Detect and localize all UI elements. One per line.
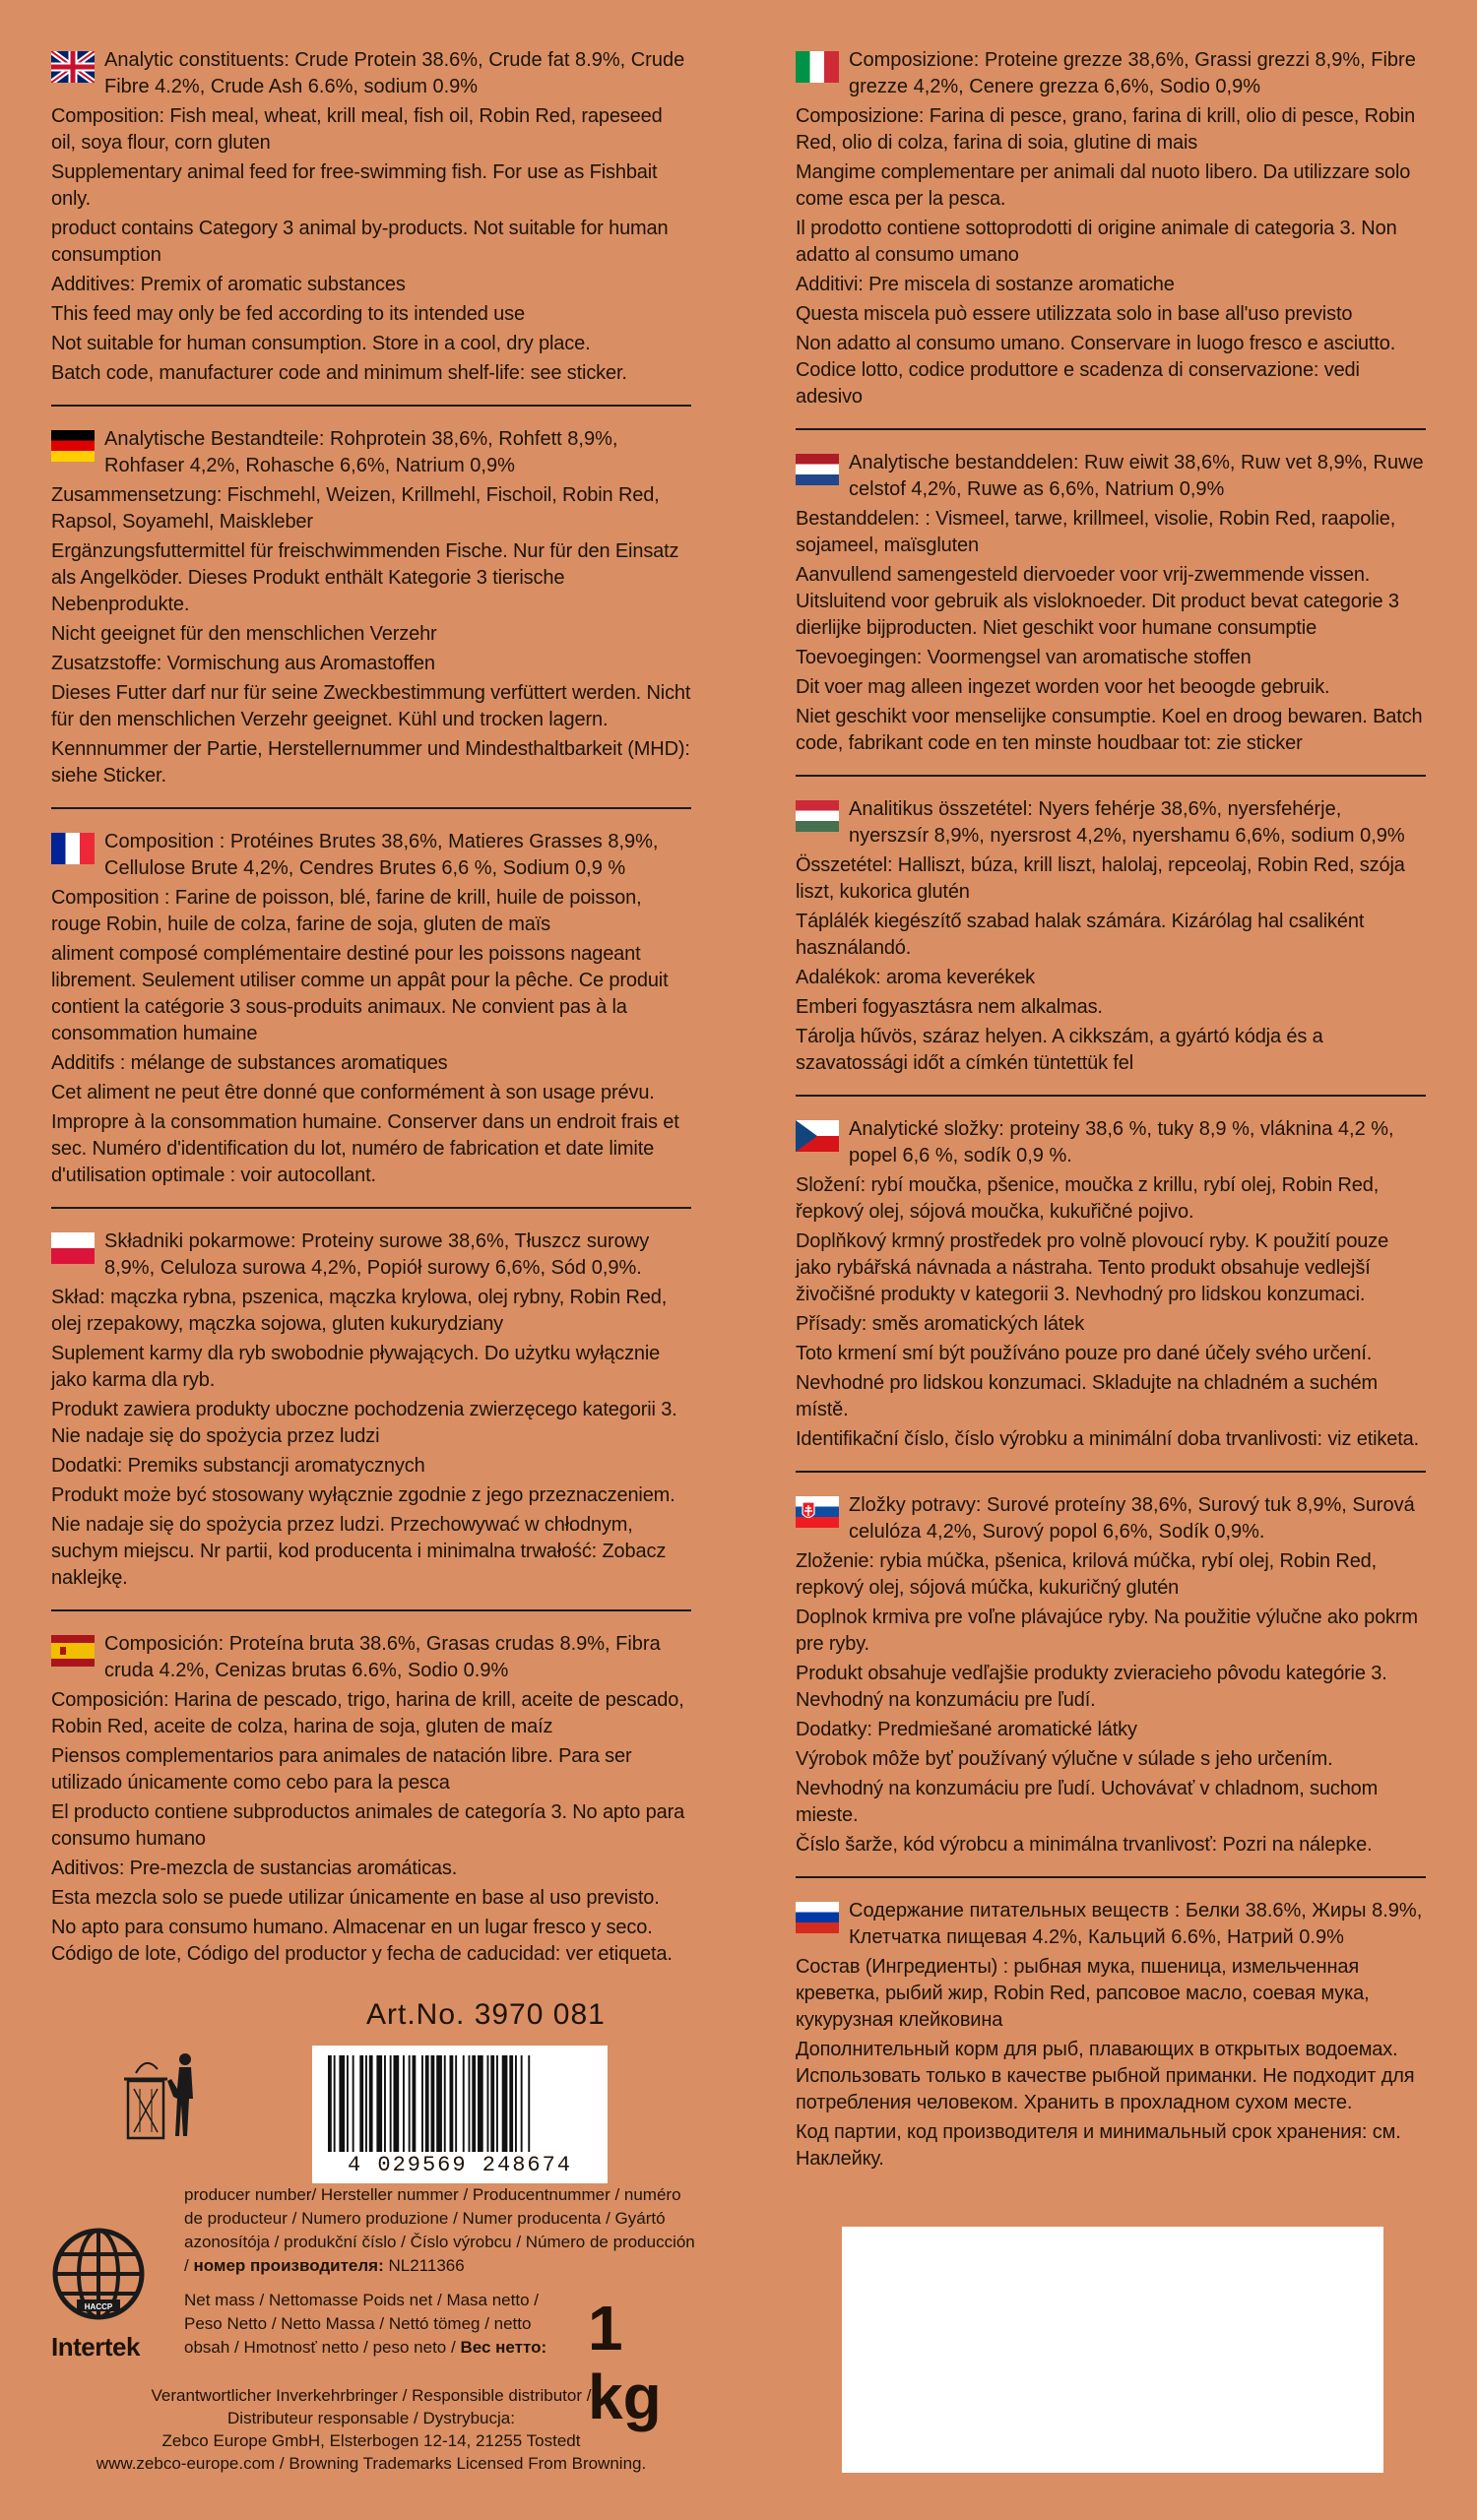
section-paragraph: Код партии, код производителя и минимальный срок хранения: см. Наклейку. [796,2121,1401,2170]
distributor-line: Distributeur responsable / Dystrybucja: [227,2409,515,2427]
section-paragraph: Složení: rybí moučka, pšenice, moučka z krillu, rybí olej, Robin Red, řepkový olej, sójová moučka, kukuřičné pojivo. [796,1174,1380,1223]
producer-number-label: producer number/ Hersteller nummer / Producentnummer / numéro de producteur / Numero produzione / Numer producenta / Gyártó azonosítója / produkční číslo / Číslo výrobcu / Número de producción / [184,2185,695,2275]
section-paragraph: Ergänzungsfuttermittel für freischwimmenden Fische. Nur für den Einsatz als Angelköder. Dieses Produkt enthält Kategorie 3 tierische Nebenprodukte. [51,540,679,615]
section-paragraph: No apto para consumo humano. Almacenar en un lugar fresco y seco. Código de lote, Código del productor y fecha de caducidad: ver etiqueta. [51,1917,673,1965]
section-paragraph: Suplement karmy dla ryb swobodnie pływających. Do użytku wyłącznie jako karma dla ryb. [51,1343,661,1391]
analytic-constituents: Analytic constituents: Crude Protein 38.6%, Crude fat 8.9%, Crude Fibre 4.2%, Crude Ash 6.6%, sodium 0.9% [104,49,685,97]
section-paragraph: Doplnok krmiva pre voľne plávajúce ryby. Na použitie výlučne ako pokrm pre ryby. [796,1606,1418,1655]
section-paragraph: Not suitable for human consumption. Store in a cool, dry place. [51,333,591,354]
net-weight: 1 kg [588,2293,662,2432]
flag-es-icon [51,1635,95,1667]
section-divider [796,428,1426,430]
section-paragraph: Přísady: směs aromatických látek [796,1313,1085,1335]
section-paragraph: Composition : Farine de poisson, blé, farine de krill, huile de poisson, rouge Robin, huile de colza, farine de soja, gluten de maïs [51,887,642,935]
distributor-line: Zebco Europe GmbH, Elsterbogen 12-14, 21255 Tostedt [161,2431,581,2450]
section-divider [796,1095,1426,1097]
analytic-constituents: Analytische bestanddelen: Ruw eiwit 38,6%, Ruw vet 8,9%, Ruwe celstof 4,2%, Ruwe as 6,6%, Natrium 0,9% [849,452,1424,500]
producer-number-ru: номер производителя: [193,2256,384,2275]
flag-de-icon [51,430,95,462]
section-paragraph: Produkt zawiera produkty uboczne pochodzenia zwierzęcego kategorii 3. Nie nadaje się do spożycia przez ludzi [51,1399,677,1447]
analytic-constituents: Composition : Protéines Brutes 38,6%, Matieres Grasses 8,9%, Cellulose Brute 4,2%, Cendres Brutes 6,6 %, Sodium 0,9 % [104,831,659,879]
distributor-line: Verantwortlicher Inverkehrbringer / Responsible distributor / [151,2386,592,2405]
section-paragraph: Emberi fogyasztásra nem alkalmas. [796,996,1103,1018]
section-paragraph: Batch code, manufacturer code and minimum shelf-life: see sticker. [51,362,627,384]
analytic-constituents: Содержание питательных веществ : Белки 38.6%, Жиры 8.9%, Клетчатка пищевая 4.2%, Кальций 6.6%, Натрий 0.9% [849,1900,1423,1948]
section-paragraph: Nie nadaje się do spożycia przez ludzi. Przechowywać w chłodnym, suchym miejscu. Nr partii, kod producenta i minimalna trwałość: Zobacz naklejkę. [51,1514,667,1589]
analytic-constituents: Analytische Bestandteile: Rohprotein 38,6%, Rohfett 8,9%, Rohfaser 4,2%, Rohasche 6,6%, Natrium 0,9% [104,428,618,476]
flag-it-icon [796,51,839,83]
section-hu [796,796,1426,1077]
section-paragraph: Cet aliment ne peut être donné que conformément à son usage prévu. [51,1082,655,1103]
section-es [51,1631,691,1968]
section-paragraph: Skład: mączka rybna, pszenica, mączka krylowa, olej rybny, Robin Red, olej rzepakowy, mączka sojowa, gluten kukurydziany [51,1287,668,1335]
certifier-name: Intertek [51,2332,140,2362]
section-heading [796,796,1426,850]
flag-nl-icon [796,454,839,485]
trash-bin-icon [120,2046,209,2144]
barcode [312,2046,608,2183]
flag-ru-icon [796,1902,839,1933]
section-paragraph: Composition: Fish meal, wheat, krill meal, fish oil, Robin Red, rapeseed oil, soya flour, corn gluten [51,105,663,154]
barcode-number: 4 029569 248674 [347,2153,573,2177]
net-mass [184,2289,578,2360]
section-pl [51,1228,691,1592]
flag-pl-icon [51,1232,95,1264]
section-paragraph: Non adatto al consumo umano. Conservare in luogo fresco e asciutto. Codice lotto, codice produttore e scadenza di conservazione: vedi adesivo [796,333,1396,408]
section-paragraph: Dodatki: Premiks substancji aromatycznych [51,1455,425,1477]
section-paragraph: Questa miscela può essere utilizzata solo in base all'uso previsto [796,303,1353,325]
net-mass-label: Net mass / Nettomasse Poids net / Masa netto / Peso Netto / Netto Massa / Nettó tömeg / netto obsah / Hmotnosť netto / peso neto / [184,2291,539,2357]
analytic-constituents: Composizione: Proteine grezze 38,6%, Grassi grezzi 8,9%, Fibre grezze 4,2%, Cenere grezza 6,6%, Sodio 0,9% [849,49,1416,97]
flag-fr-icon [51,833,95,864]
section-heading [796,1116,1426,1169]
section-de [51,426,691,789]
section-paragraph: Produkt obsahuje vedľajšie produkty zvieracieho pôvodu kategórie 3. Nevhodný na konzumáciu pre ľudí. [796,1663,1387,1711]
analytic-constituents: Analytické složky: proteiny 38,6 %, tuky 8,9 %, vláknina 4,2 %, popel 6,6 %, sodík 0,9 %. [849,1118,1394,1166]
section-heading [796,47,1426,100]
distributor-info [51,2384,691,2475]
section-paragraph: Дополнительный корм для рыб, плавающих в открытых водоемах. Использовать только в качестве рыбной приманки. Не подходит для потребления человеком. Хранить в прохладном сухом месте. [796,2039,1415,2113]
section-paragraph: Dodatky: Predmiešané aromatické látky [796,1719,1137,1740]
barcode-bars [324,2055,596,2152]
section-heading [51,47,691,100]
haccp-text: HACCP [84,2302,113,2311]
section-paragraph: Niet geschikt voor menselijke consumptie. Koel en droog bewaren. Batch code, fabrikant code en ten minste houdbaar tot: zie sticker [796,706,1423,754]
flag-sk-icon [796,1496,839,1528]
section-divider [51,807,691,809]
section-paragraph: Toto krmení smí být používáno pouze pro dané účely svého určení. [796,1343,1373,1364]
analytic-constituents: Composición: Proteína bruta 38.6%, Grasas crudas 8.9%, Fibra cruda 4.2%, Cenizas brutas 6.6%, Sodio 0.9% [104,1633,661,1681]
section-paragraph: Táplálék kiegészítő szabad halak számára. Kizárólag hal csaliként használandó. [796,911,1365,959]
product-info-block [51,1998,695,2510]
section-paragraph: Dit voer mag alleen ingezet worden voor het beoogde gebruik. [796,676,1330,698]
section-sk [796,1492,1426,1858]
section-heading [796,1898,1426,1951]
section-heading [51,1228,691,1282]
distributor-line: www.zebco-europe.com / Browning Trademarks Licensed From Browning. [96,2454,647,2473]
section-paragraph: Aanvullend samengesteld diervoeder voor vrij-zwemmende vissen. Uitsluitend voor gebruik als visloknoeder. Dit product bevat categorie 3 dierlijke bijproducten. Niet geschikt voor humane consumptie [796,564,1399,639]
section-paragraph: Číslo šarže, kód výrobcu a minimálna trvanlivosť: Pozri na nálepke. [796,1834,1373,1856]
section-paragraph: Additivi: Pre miscela di sostanze aromatiche [796,274,1175,295]
section-paragraph: El producto contiene subproductos animales de categoría 3. No apto para consumo humano [51,1801,685,1850]
section-nl [796,450,1426,757]
section-paragraph: Supplementary animal feed for free-swimming fish. For use as Fishbait only. [51,161,658,210]
section-paragraph: This feed may only be fed according to its intended use [51,303,525,325]
section-divider [796,1471,1426,1473]
section-paragraph: Výrobok môže byť používaný výlučne v súlade s jeho určením. [796,1748,1333,1770]
flag-uk-icon [51,51,95,83]
section-en [51,47,691,387]
section-paragraph: Nevhodný na konzumáciu pre ľudí. Uchovávať v chladnom, suchom mieste. [796,1778,1379,1826]
section-paragraph: Aditivos: Pre-mezcla de sustancias aromáticas. [51,1858,458,1879]
analytic-constituents: Składniki pokarmowe: Proteiny surowe 38,6%, Tłuszcz surowy 8,9%, Celuloza surowa 4,2%, Popiół surowy 6,6%, Sód 0,9%. [104,1230,650,1279]
section-it [796,47,1426,410]
section-paragraph: Zusammensetzung: Fischmehl, Weizen, Krillmehl, Fischoil, Robin Red, Rapsol, Soyamehl, Maiskleber [51,484,660,533]
section-paragraph: Nicht geeignet für den menschlichen Verzehr [51,623,437,645]
section-paragraph: Состав (Ингредиенты) : рыбная мука, пшеница, измельченная креветка, рыбий жир, Robin Red, рапсовое масло, соевая мука, кукурузная клейковина [796,1956,1370,2031]
section-paragraph: Esta mezcla solo se puede utilizar únicamente en base al uso previsto. [51,1887,660,1909]
sticker-area [842,2227,1383,2473]
net-mass-ru: Вес нетто: [460,2338,547,2357]
section-paragraph: Composición: Harina de pescado, trigo, harina de krill, aceite de pescado, Robin Red, aceite de colza, harina de soja, gluten de maíz [51,1689,684,1737]
producer-number [184,2183,696,2278]
section-paragraph: Zloženie: rybia múčka, pšenica, krilová múčka, rybí olej, Robin Red, repkový olej, sójová múčka, kukuričný glutén [796,1550,1378,1599]
producer-number-value: NL211366 [383,2256,465,2275]
left-column [51,47,691,1968]
section-divider [796,775,1426,777]
section-paragraph: Nevhodné pro lidskou konzumaci. Skladujte na chladném a suchém místě. [796,1372,1379,1420]
section-paragraph: Adalékok: aroma keverékek [796,967,1036,988]
section-divider [51,1207,691,1209]
section-paragraph: Tárolja hűvös, száraz helyen. A cikkszám, a gyártó kódja és a szavatossági időt a címkén tüntettük fel [796,1026,1323,1074]
section-divider [796,1876,1426,1878]
section-divider [51,1609,691,1611]
section-paragraph: Composizione: Farina di pesce, grano, farina di krill, olio di pesce, Robin Red, olio di colza, farina di soia, glutine di mais [796,105,1416,154]
section-paragraph: aliment composé complémentaire destiné pour les poissons nageant librement. Seulement utiliser comme un appât pour la pêche. Ce produit contient la catégorie 3 sous-produits animaux. Ne convient pas à la consommation humaine [51,943,669,1044]
section-paragraph: Mangime complementare per animali dal nuoto libero. Da utilizzare solo come esca per la pesca. [796,161,1411,210]
section-heading [51,1631,691,1684]
right-column [796,47,1426,2173]
section-fr [51,829,691,1189]
article-number: Art.No. 3970 081 [366,1998,606,2031]
section-cz [796,1116,1426,1453]
haccp-logo [51,2227,160,2362]
analytic-constituents: Analitikus összetétel: Nyers fehérje 38,6%, nyersfehérje, nyerszsír 8,9%, nyersrost 4,2%, nyershamu 6,6%, sodium 0,9% [849,798,1405,847]
section-heading [51,426,691,479]
section-ru [796,1898,1426,2173]
flag-hu-icon [796,800,839,832]
section-paragraph: Additifs : mélange de substances aromatiques [51,1052,448,1074]
flag-cz-icon [796,1120,839,1152]
section-heading [51,829,691,882]
section-paragraph: product contains Category 3 animal by-products. Not suitable for human consumption [51,218,669,266]
section-paragraph: Összetétel: Halliszt, búza, krill liszt, halolaj, repceolaj, Robin Red, szója liszt, kukorica glutén [796,854,1405,903]
section-paragraph: Additives: Premix of aromatic substances [51,274,406,295]
section-paragraph: Bestanddelen: : Vismeel, tarwe, krillmeel, visolie, Robin Red, raapolie, sojameel, maïsgluten [796,508,1396,556]
section-paragraph: Doplňkový krmný prostředek pro volně plovoucí ryby. K použití pouze jako rybářská návnada a nástraha. Tento produkt obsahuje vedlejší živočišné produkty v kategorii 3. Nevhodný pro lidskou konzumaci. [796,1230,1389,1305]
globe-icon [51,2227,146,2321]
section-paragraph: Kennnummer der Partie, Herstellernummer und Mindesthaltbarkeit (MHD): siehe Sticker. [51,738,690,787]
section-paragraph: Toevoegingen: Voormengsel van aromatische stoffen [796,647,1252,668]
section-paragraph: Zusatzstoffe: Vormischung aus Aromastoffen [51,653,435,674]
analytic-constituents: Zložky potravy: Surové proteíny 38,6%, Surový tuk 8,9%, Surová celulóza 4,2%, Surový popol 6,6%, Sodík 0,9%. [849,1494,1415,1543]
section-paragraph: Piensos complementarios para animales de natación libre. Para ser utilizado únicamente como cebo para la pesca [51,1745,632,1794]
section-divider [51,405,691,407]
section-paragraph: Dieses Futter darf nur für seine Zweckbestimmung verfüttert werden. Nicht für den menschlichen Verzehr geeignet. Kühl und trocken lagern. [51,682,691,730]
section-paragraph: Il prodotto contiene sottoprodotti di origine animale di categoria 3. Non adatto al consumo umano [796,218,1397,266]
section-heading [796,450,1426,503]
section-heading [796,1492,1426,1545]
section-paragraph: Identifikační číslo, číslo výrobku a minimální doba trvanlivosti: viz etiketa. [796,1428,1420,1450]
section-paragraph: Produkt może być stosowany wyłącznie zgodnie z jego przeznaczeniem. [51,1484,675,1506]
section-paragraph: Impropre à la consommation humaine. Conserver dans un endroit frais et sec. Numéro d'identification du lot, numéro de fabrication et date limite d'utilisation optimale : voir autocollant. [51,1111,679,1186]
